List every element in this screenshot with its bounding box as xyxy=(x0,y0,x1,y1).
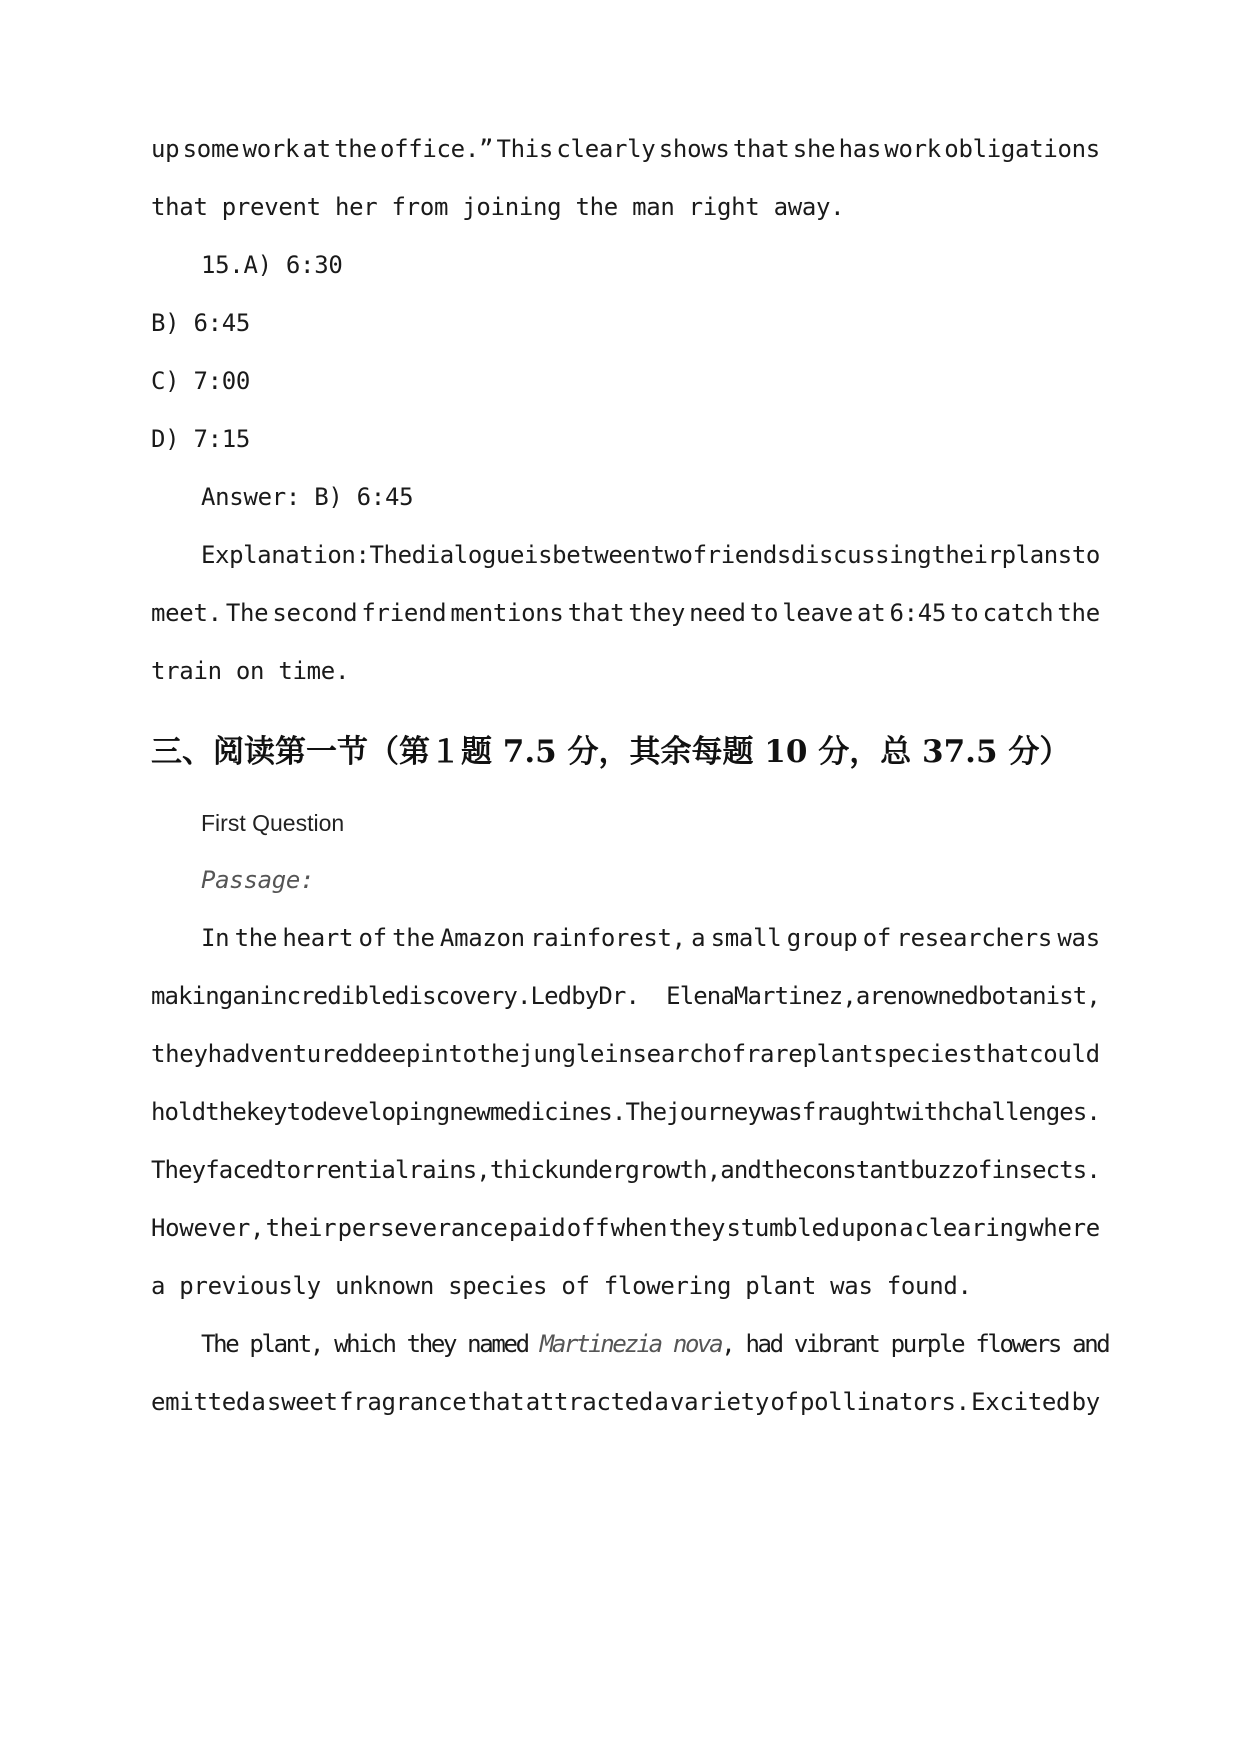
word: botanist, xyxy=(977,982,1100,1010)
word: into xyxy=(420,1040,477,1068)
word: had xyxy=(207,1040,251,1068)
word: two xyxy=(650,541,693,569)
word: she xyxy=(792,135,836,163)
word: is xyxy=(524,541,553,569)
word: an xyxy=(232,982,260,1010)
word: to xyxy=(950,599,979,627)
word: hold xyxy=(151,1098,206,1126)
word: emitted xyxy=(151,1388,251,1416)
option-d: D) 7:15 xyxy=(151,425,251,453)
word: was xyxy=(1057,924,1100,952)
passage-line: a previously unknown species of flowering plant was found. xyxy=(151,1272,972,1300)
word: they xyxy=(628,599,685,627)
passage-line xyxy=(151,981,1100,1011)
passage-line xyxy=(151,1097,1100,1127)
word: a xyxy=(899,1214,914,1242)
word: undergrowth, xyxy=(557,1156,721,1184)
word: friend xyxy=(361,599,447,627)
word: buzz xyxy=(910,1156,965,1184)
passage-line xyxy=(201,923,1100,953)
word: The xyxy=(225,599,269,627)
word: heart xyxy=(282,924,354,952)
word: They xyxy=(151,1156,206,1184)
word: torrential xyxy=(273,1156,409,1184)
word: insects. xyxy=(991,1156,1100,1184)
explanation-line xyxy=(201,540,1100,570)
word: Elena xyxy=(666,982,734,1010)
word: sweet xyxy=(266,1388,338,1416)
section-heading: 三、阅读第一节（第１题 7.5 分，其余每题 10 分，总 37.5 分） xyxy=(151,734,1071,770)
word: Led xyxy=(530,982,572,1010)
word: need xyxy=(689,599,746,627)
word: the xyxy=(205,1098,246,1126)
word: of xyxy=(862,924,892,952)
word: paid xyxy=(508,1214,566,1242)
word: The xyxy=(625,1098,667,1126)
word: deep xyxy=(363,1040,421,1068)
word: search xyxy=(632,1040,718,1068)
word: key xyxy=(245,1098,287,1126)
first-question-label: First Question xyxy=(201,810,345,836)
word: where xyxy=(1029,1214,1100,1242)
word: the xyxy=(760,1156,802,1184)
word: by xyxy=(1071,1388,1100,1416)
word: The xyxy=(369,541,412,569)
word: challenges. xyxy=(950,1098,1100,1126)
word: of xyxy=(358,924,387,952)
passage-text: The plant, which they named xyxy=(201,1330,540,1358)
species-name: Martinezia nova xyxy=(539,1330,722,1358)
word: incredible xyxy=(259,982,395,1010)
option-c: C) 7:00 xyxy=(151,367,251,395)
word: and xyxy=(720,1156,761,1184)
word: discovery. xyxy=(395,982,531,1010)
word: when xyxy=(610,1214,668,1242)
word: some xyxy=(182,135,240,163)
word: that xyxy=(732,135,790,163)
word: catch xyxy=(982,599,1054,627)
word: at xyxy=(302,135,331,163)
word: of xyxy=(964,1156,992,1184)
word: a xyxy=(654,1388,669,1416)
word: renowned xyxy=(869,982,978,1010)
passage-label: Passage: xyxy=(201,866,315,894)
word: faced xyxy=(205,1156,273,1184)
word: off xyxy=(566,1214,610,1242)
text-line: that prevent her from joining the man right away. xyxy=(151,193,845,221)
word: pollinators. xyxy=(800,1388,970,1416)
passage-line xyxy=(151,1039,1100,1069)
word: has xyxy=(838,135,882,163)
word: Martinez, xyxy=(733,982,856,1010)
word: group xyxy=(786,924,858,952)
word: stumbled xyxy=(726,1214,840,1242)
word: that xyxy=(972,1040,1029,1068)
word: between xyxy=(552,541,651,569)
word: by xyxy=(571,982,599,1010)
word: work xyxy=(242,135,300,163)
word: variety xyxy=(669,1388,769,1416)
text-line xyxy=(151,134,1100,164)
word: obligations xyxy=(944,135,1100,163)
word: species xyxy=(873,1040,973,1068)
word: a xyxy=(691,924,706,952)
word: could xyxy=(1029,1040,1100,1068)
passage-line xyxy=(151,1155,1100,1185)
word: journey xyxy=(666,1098,762,1126)
word: to xyxy=(1071,541,1100,569)
word: office.” xyxy=(379,135,494,163)
word: to xyxy=(749,599,779,627)
word: constant xyxy=(801,1156,911,1184)
word: rare xyxy=(745,1040,803,1068)
word: that xyxy=(467,1388,525,1416)
word: with xyxy=(896,1098,951,1126)
word: up xyxy=(151,135,180,163)
word: the xyxy=(392,924,435,952)
word: thick xyxy=(489,1156,558,1184)
word: they xyxy=(668,1214,726,1242)
explanation-line: train on time. xyxy=(151,657,350,685)
word: clearing xyxy=(914,1214,1028,1242)
word: at xyxy=(857,599,886,627)
word: friends xyxy=(692,541,791,569)
word: their xyxy=(931,541,1002,569)
passage-line xyxy=(151,1213,1100,1243)
word: discussing xyxy=(790,541,932,569)
word: This xyxy=(496,135,554,163)
word: mentions xyxy=(450,599,564,627)
word: plans xyxy=(1001,541,1072,569)
word: the xyxy=(476,1040,520,1068)
word: Amazon xyxy=(439,924,525,952)
word: in xyxy=(604,1040,633,1068)
word: plant xyxy=(802,1040,874,1068)
word: developing xyxy=(313,1098,450,1126)
word: a xyxy=(251,1388,266,1416)
word: medicines. xyxy=(489,1098,626,1126)
word: they xyxy=(151,1040,208,1068)
word: shows xyxy=(658,135,730,163)
word: leave xyxy=(782,599,853,627)
word: of xyxy=(717,1040,746,1068)
passage-line xyxy=(151,1387,1100,1417)
word: the xyxy=(334,135,377,163)
word: fraught xyxy=(801,1098,897,1126)
word: work xyxy=(884,135,941,163)
word: Excited xyxy=(971,1388,1071,1416)
word: making xyxy=(151,982,233,1010)
word: of xyxy=(770,1388,799,1416)
word: was xyxy=(761,1098,802,1126)
word: upon xyxy=(841,1214,898,1242)
word: researchers xyxy=(896,924,1053,952)
word: meet. xyxy=(151,599,222,627)
word: the xyxy=(1057,599,1100,627)
word: clearly xyxy=(556,135,656,163)
explanation-line xyxy=(151,598,1100,628)
word: jungle xyxy=(519,1040,605,1068)
passage-line xyxy=(201,1329,1109,1359)
word: Dr. xyxy=(598,982,667,1010)
word: ventured xyxy=(250,1040,364,1068)
passage-text: , had vibrant purple flowers and xyxy=(721,1330,1109,1358)
option-b: B) 6:45 xyxy=(151,309,251,337)
word: Explanation: xyxy=(201,541,370,569)
word: perseverance xyxy=(337,1214,508,1242)
word: a xyxy=(855,982,870,1010)
word: rains, xyxy=(408,1156,490,1184)
word: new xyxy=(449,1098,490,1126)
word: dialogue xyxy=(411,541,524,569)
word: small xyxy=(710,924,782,952)
word: the xyxy=(234,924,278,952)
word: second xyxy=(272,599,358,627)
word: attracted xyxy=(525,1388,654,1416)
word: However, xyxy=(151,1214,265,1242)
word: fragrance xyxy=(339,1388,467,1416)
word: to xyxy=(286,1098,314,1126)
answer-line: Answer: B) 6:45 xyxy=(201,483,414,511)
word: that xyxy=(567,599,625,627)
question-15: 15.A) 6:30 xyxy=(201,251,343,279)
word: rainforest, xyxy=(530,924,686,952)
word: In xyxy=(201,924,230,952)
word: their xyxy=(265,1214,337,1242)
word: 6:45 xyxy=(889,599,947,627)
